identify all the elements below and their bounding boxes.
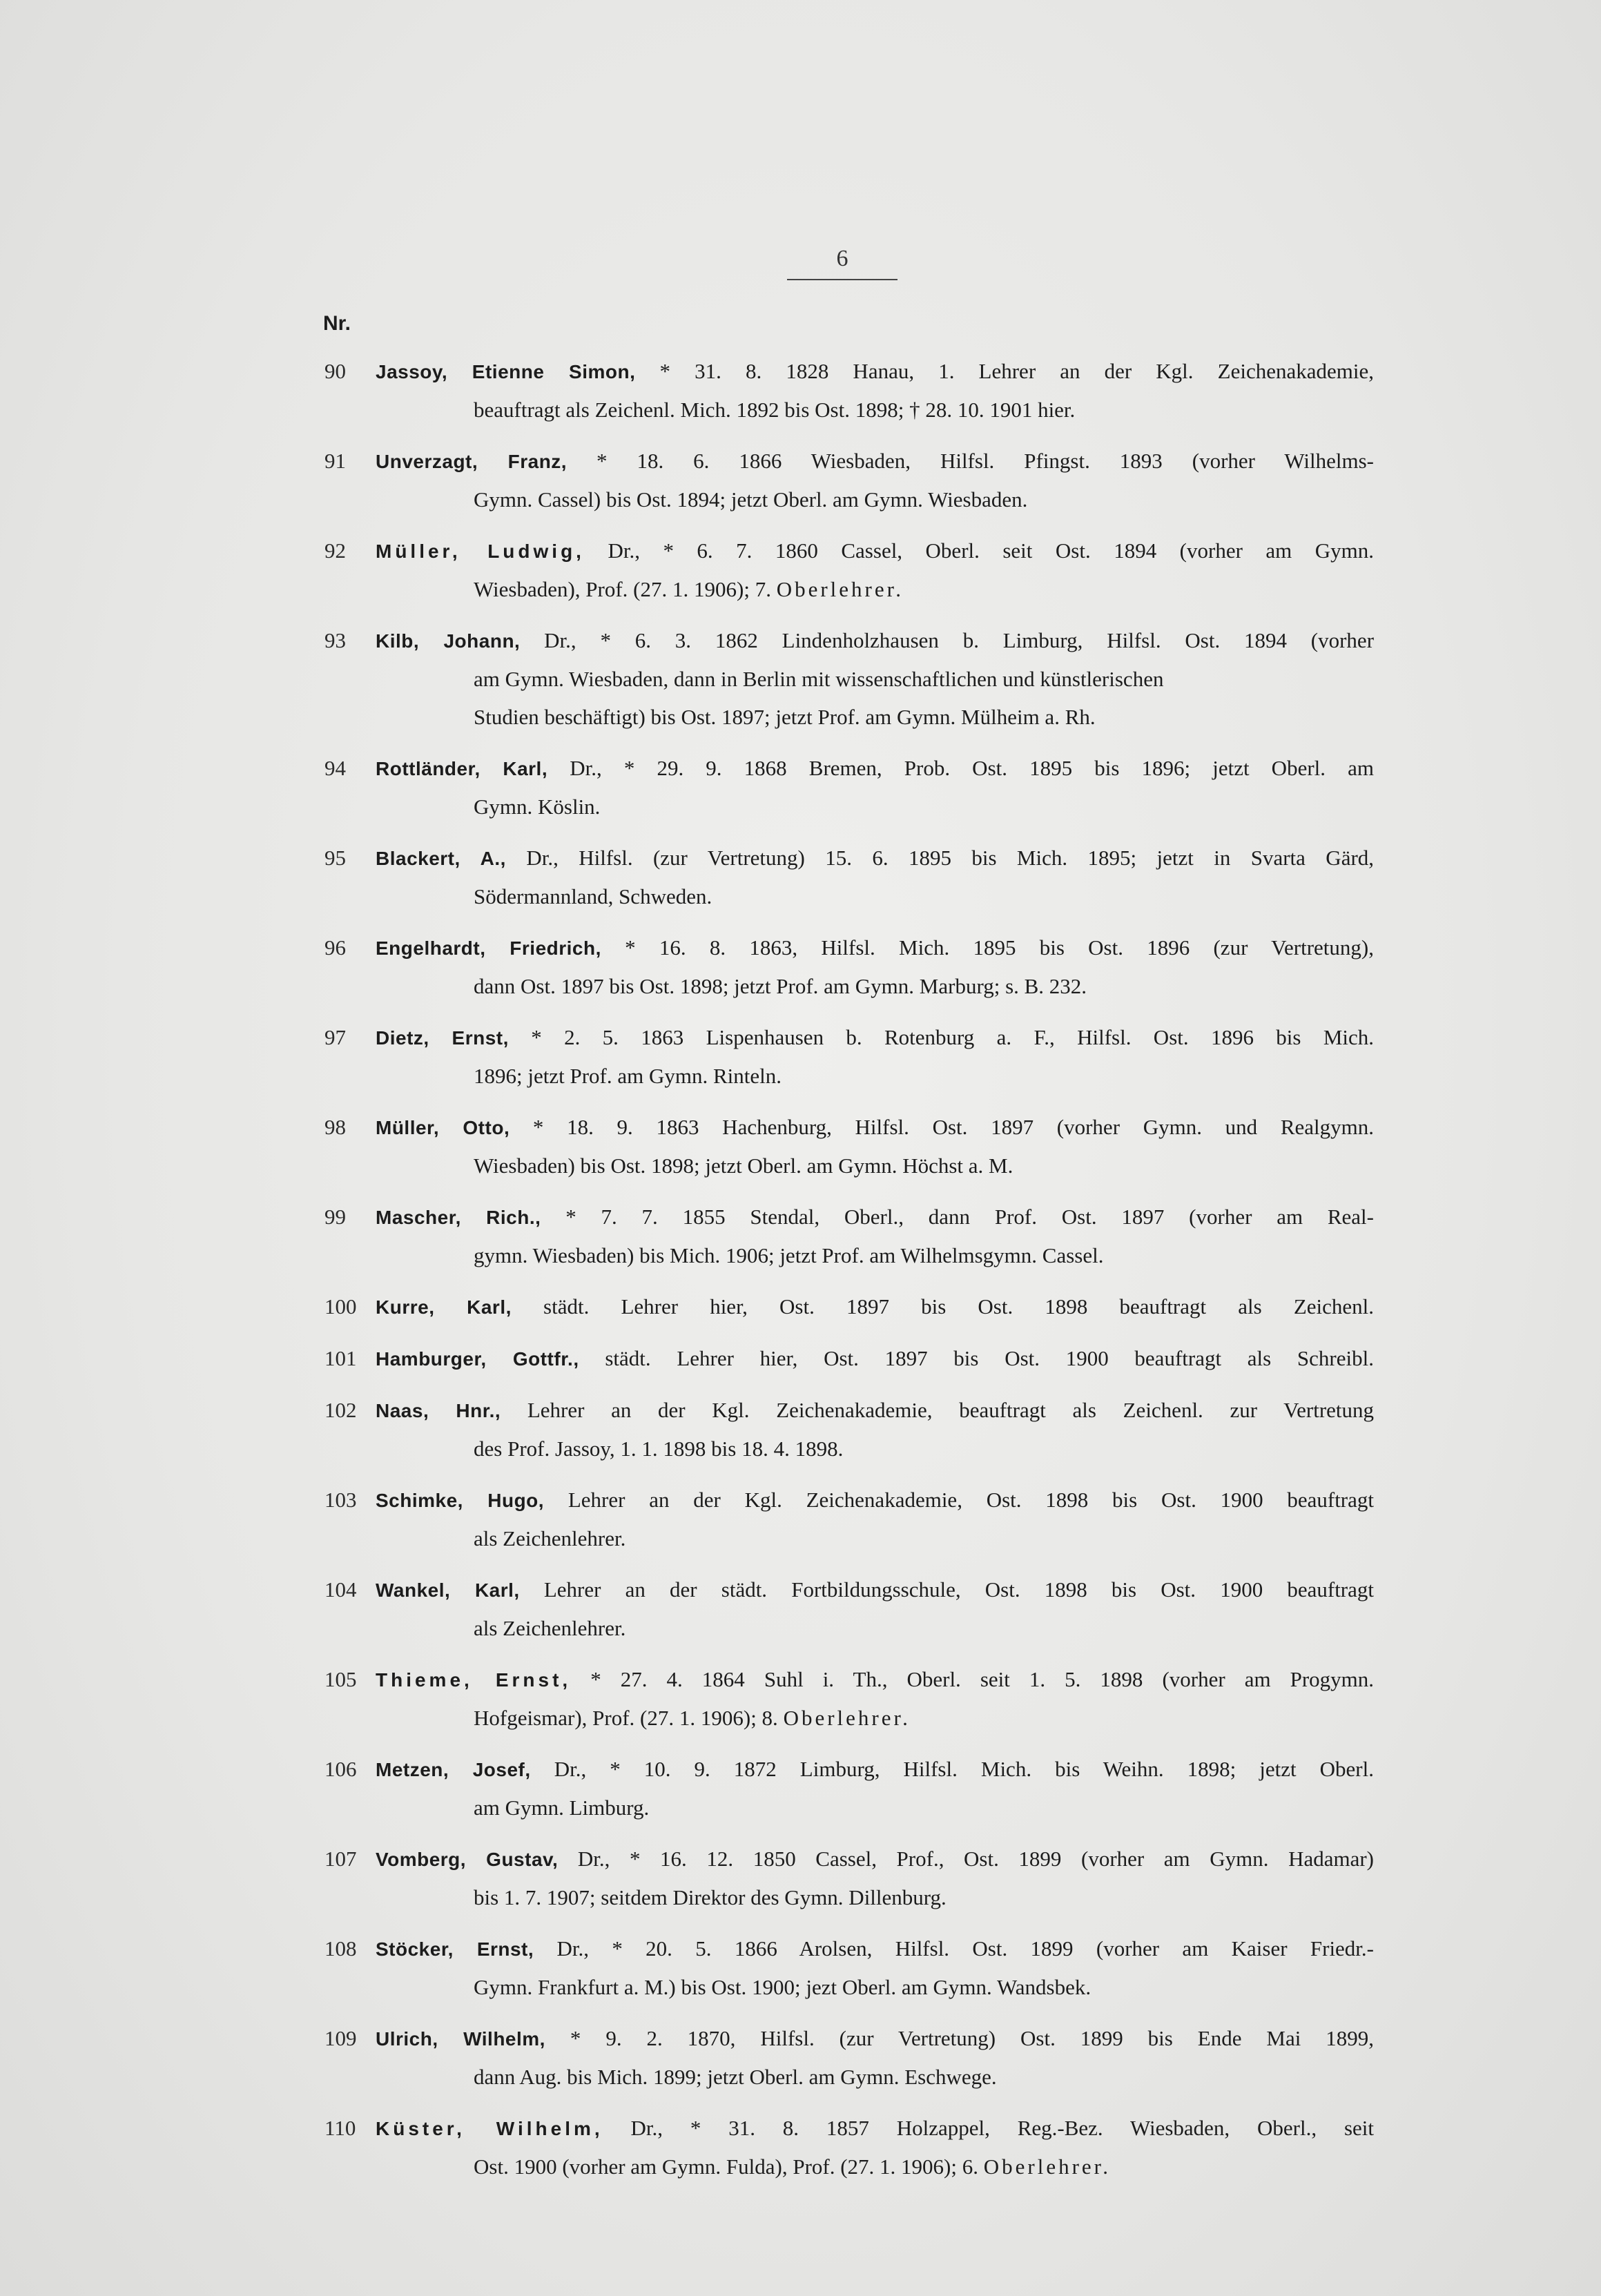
entry-line bbox=[324, 928, 1374, 967]
entry-rank-spaced: Oberlehrer. bbox=[776, 577, 904, 601]
entry-continuation-text: Hofgeismar), Prof. (27. 1. 1906); 8. bbox=[474, 1706, 778, 1730]
entry-number: 103 bbox=[324, 1488, 357, 1512]
entry-line bbox=[324, 352, 1374, 391]
entry-number: 108 bbox=[324, 1936, 357, 1961]
entry-number: 101 bbox=[324, 1346, 357, 1370]
entry-name: Jassoy, Etienne Simon, bbox=[376, 361, 636, 382]
entry-name: Wankel, Karl, bbox=[376, 1579, 520, 1601]
staff-entry bbox=[324, 621, 1374, 736]
entry-number: 102 bbox=[324, 1398, 357, 1422]
entry-text: Dr., * 16. 12. 1850 Cassel, Prof., Ost. 1899 (vorher am Gymn. Hadamar) bbox=[577, 1847, 1375, 1871]
entry-line bbox=[324, 1198, 1374, 1236]
entry-text: Dr., Hilfsl. (zur Vertretung) 15. 6. 1895 bis Mich. 1895; jetzt in Svarta Gärd, bbox=[526, 846, 1375, 870]
entry-line bbox=[324, 839, 1374, 877]
entry-continuation: gymn. Wiesbaden) bis Mich. 1906; jetzt Prof. am Wilhelmsgymn. Cassel. bbox=[474, 1243, 1104, 1267]
entry-number: 94 bbox=[324, 756, 346, 780]
entry-continuation: am Gymn. Limburg. bbox=[474, 1796, 650, 1820]
entry-text: städt. Lehrer hier, Ost. 1897 bis Ost. 1900 beauftragt als Schreibl. bbox=[605, 1346, 1374, 1370]
entry-text: Dr., * 6. 3. 1862 Lindenholzhausen b. Limburg, Hilfsl. Ost. 1894 (vorher bbox=[544, 628, 1375, 652]
entry-name: Hamburger, Gottfr., bbox=[376, 1348, 579, 1370]
entry-number: 105 bbox=[324, 1667, 357, 1691]
entry-line bbox=[324, 1287, 1374, 1326]
entry-continuation: Gymn. Köslin. bbox=[474, 795, 601, 819]
entry-line bbox=[324, 749, 1374, 788]
entry-text: * 9. 2. 1870, Hilfsl. (zur Vertretung) Ost. 1899 bis Ende Mai 1899, bbox=[570, 2026, 1375, 2050]
staff-entry bbox=[324, 839, 1374, 915]
staff-entry bbox=[324, 1481, 1374, 1557]
entry-line bbox=[324, 532, 1374, 570]
entry-continuation: dann Aug. bis Mich. 1899; jetzt Oberl. am Gymn. Eschwege. bbox=[474, 2065, 997, 2089]
entry-number: 106 bbox=[324, 1757, 357, 1781]
page-number: 6 bbox=[836, 246, 848, 271]
entry-name: Metzen, Josef, bbox=[376, 1759, 531, 1780]
entry-name: Küster, Wilhelm, bbox=[376, 2118, 603, 2139]
entry-number: 104 bbox=[324, 1577, 357, 1602]
staff-entry bbox=[324, 1018, 1374, 1095]
page-number-rule bbox=[787, 279, 897, 280]
entry-text: * 18. 9. 1863 Hachenburg, Hilfsl. Ost. 1897 (vorher Gymn. und Realgymn. bbox=[532, 1115, 1375, 1139]
entry-number: 91 bbox=[324, 449, 346, 473]
entry-number: 98 bbox=[324, 1115, 346, 1139]
entry-text: Dr., * 6. 7. 1860 Cassel, Oberl. seit Ost. 1894 (vorher am Gymn. bbox=[608, 538, 1374, 563]
staff-entry-list bbox=[324, 352, 1374, 2199]
entry-text: * 16. 8. 1863, Hilfsl. Mich. 1895 bis Ost. 1896 (zur Vertretung), bbox=[625, 935, 1374, 960]
entry-continuation-text: Wiesbaden), Prof. (27. 1. 1906); 7. bbox=[474, 577, 771, 601]
entry-text: Dr., * 31. 8. 1857 Holzappel, Reg.-Bez. Wiesbaden, Oberl., seit bbox=[630, 2116, 1374, 2140]
staff-entry bbox=[324, 352, 1374, 429]
entry-line bbox=[324, 1750, 1374, 1789]
entry-number: 95 bbox=[324, 846, 346, 870]
entry-name: Blackert, A., bbox=[376, 848, 506, 869]
entry-text: Dr., * 20. 5. 1866 Arolsen, Hilfsl. Ost. 1899 (vorher am Kaiser Friedr.- bbox=[556, 1936, 1374, 1961]
staff-entry bbox=[324, 1287, 1374, 1326]
entry-text: Lehrer an der Kgl. Zeichenakademie, Ost. 1898 bis Ost. 1900 beauftragt bbox=[567, 1488, 1374, 1512]
entry-line bbox=[324, 2019, 1374, 2058]
entry-number: 92 bbox=[324, 538, 346, 563]
entry-name: Stöcker, Ernst, bbox=[376, 1938, 534, 1960]
entry-continuation-text: Ost. 1900 (vorher am Gymn. Fulda), Prof. (27. 1. 1906); 6. bbox=[474, 2154, 978, 2179]
entry-text: Lehrer an der städt. Fortbildungsschule, Ost. 1898 bis Ost. 1900 beauftragt bbox=[543, 1577, 1375, 1602]
entry-rank-spaced: Oberlehrer. bbox=[783, 1706, 911, 1730]
entry-number: 109 bbox=[324, 2026, 357, 2050]
entry-name: Schimke, Hugo, bbox=[376, 1490, 545, 1511]
entry-number: 99 bbox=[324, 1205, 346, 1229]
entry-name: Kilb, Johann, bbox=[376, 630, 521, 652]
staff-entry bbox=[324, 1660, 1374, 1737]
entry-continuation: 1896; jetzt Prof. am Gymn. Rinteln. bbox=[474, 1064, 782, 1088]
entry-line bbox=[324, 1391, 1374, 1430]
entry-number: 107 bbox=[324, 1847, 357, 1871]
staff-entry bbox=[324, 532, 1374, 608]
entry-text: * 27. 4. 1864 Suhl i. Th., Oberl. seit 1. 5. 1898 (vorher am Progymn. bbox=[590, 1667, 1375, 1691]
entry-name: Thieme, Ernst, bbox=[376, 1669, 572, 1691]
entry-name: Mascher, Rich., bbox=[376, 1207, 541, 1228]
staff-entry bbox=[324, 1339, 1374, 1378]
entry-line bbox=[324, 1339, 1374, 1378]
entry-name: Engelhardt, Friedrich, bbox=[376, 937, 601, 959]
entry-text: Lehrer an der Kgl. Zeichenakademie, beauftragt als Zeichenl. zur Vertretung bbox=[527, 1398, 1375, 1422]
staff-entry bbox=[324, 1570, 1374, 1647]
entry-text: städt. Lehrer hier, Ost. 1897 bis Ost. 1898 beauftragt als Zeichenl. bbox=[543, 1294, 1375, 1319]
entry-number: 97 bbox=[324, 1025, 346, 1049]
entry-text: * 2. 5. 1863 Lispenhausen b. Rotenburg a. F., Hilfsl. Ost. 1896 bis Mich. bbox=[531, 1025, 1375, 1049]
entry-continuation bbox=[324, 1699, 1374, 1737]
entry-continuation bbox=[324, 2148, 1374, 2186]
entry-number: 96 bbox=[324, 935, 346, 960]
entry-continuation: beauftragt als Zeichenl. Mich. 1892 bis Ost. 1898; † 28. 10. 1901 hier. bbox=[474, 398, 1076, 422]
entry-name: Unverzagt, Franz, bbox=[376, 451, 567, 472]
entry-continuation: als Zeichenlehrer. bbox=[474, 1616, 626, 1640]
entry-continuation: Södermannland, Schweden. bbox=[474, 884, 712, 908]
entry-rank-spaced: Oberlehrer. bbox=[983, 2154, 1112, 2179]
staff-entry bbox=[324, 1750, 1374, 1827]
entry-name: Müller, Ludwig, bbox=[376, 541, 585, 562]
entry-continuation: als Zeichenlehrer. bbox=[474, 1526, 626, 1550]
entry-line bbox=[324, 1481, 1374, 1519]
entry-continuation: am Gymn. Wiesbaden, dann in Berlin mit wissenschaftlichen und künstlerischen bbox=[474, 667, 1164, 691]
entry-continuation: Gymn. Cassel) bis Ost. 1894; jetzt Oberl. am Gymn. Wiesbaden. bbox=[474, 487, 1028, 512]
staff-entry bbox=[324, 928, 1374, 1005]
entry-continuation bbox=[324, 570, 1374, 608]
entry-text: * 31. 8. 1828 Hanau, 1. Lehrer an der Kgl. Zeichenakademie, bbox=[659, 359, 1374, 383]
entry-number: 100 bbox=[324, 1294, 357, 1319]
entry-line bbox=[324, 621, 1374, 660]
entry-name: Dietz, Ernst, bbox=[376, 1027, 509, 1049]
entry-name: Ulrich, Wilhelm, bbox=[376, 2028, 545, 2050]
staff-entry bbox=[324, 2019, 1374, 2096]
staff-entry bbox=[324, 442, 1374, 518]
staff-entry bbox=[324, 1840, 1374, 1916]
staff-entry bbox=[324, 1108, 1374, 1185]
entry-continuation: Wiesbaden) bis Ost. 1898; jetzt Oberl. am Gymn. Höchst a. M. bbox=[474, 1154, 1013, 1178]
entry-line bbox=[324, 1570, 1374, 1609]
entry-text: Dr., * 29. 9. 1868 Bremen, Prob. Ost. 1895 bis 1896; jetzt Oberl. am bbox=[570, 756, 1374, 780]
staff-entry bbox=[324, 1391, 1374, 1468]
entry-name: Vomberg, Gustav, bbox=[376, 1849, 559, 1870]
entry-name: Kurre, Karl, bbox=[376, 1296, 512, 1318]
entry-continuation: Gymn. Frankfurt a. M.) bis Ost. 1900; jezt Oberl. am Gymn. Wandsbek. bbox=[474, 1975, 1091, 1999]
entry-name: Naas, Hnr., bbox=[376, 1400, 501, 1421]
entry-name: Müller, Otto, bbox=[376, 1117, 510, 1138]
staff-entry bbox=[324, 2109, 1374, 2186]
staff-entry bbox=[324, 1198, 1374, 1274]
staff-entry bbox=[324, 749, 1374, 826]
entry-line bbox=[324, 1108, 1374, 1147]
entry-continuation: dann Ost. 1897 bis Ost. 1898; jetzt Prof. am Gymn. Marburg; s. B. 232. bbox=[474, 974, 1087, 998]
entry-line bbox=[324, 1929, 1374, 1968]
entry-continuation: Studien beschäftigt) bis Ost. 1897; jetzt Prof. am Gymn. Mülheim a. Rh. bbox=[474, 705, 1096, 729]
entry-number: 90 bbox=[324, 359, 346, 383]
entry-line bbox=[324, 442, 1374, 480]
entry-line bbox=[324, 1018, 1374, 1057]
entry-name: Rottländer, Karl, bbox=[376, 758, 548, 779]
column-label-nr: Nr. bbox=[323, 312, 351, 335]
entry-continuation: bis 1. 7. 1907; seitdem Direktor des Gymn. Dillenburg. bbox=[474, 1885, 947, 1909]
entry-number: 93 bbox=[324, 628, 346, 652]
entry-text: Dr., * 10. 9. 1872 Limburg, Hilfsl. Mich. bis Weihn. 1898; jetzt Oberl. bbox=[554, 1757, 1374, 1781]
entry-line bbox=[324, 2109, 1374, 2148]
entry-text: * 18. 6. 1866 Wiesbaden, Hilfsl. Pfingst. 1893 (vorher Wilhelms- bbox=[596, 449, 1374, 473]
entry-line bbox=[324, 1660, 1374, 1699]
entry-text: * 7. 7. 1855 Stendal, Oberl., dann Prof. Ost. 1897 (vorher am Real- bbox=[565, 1205, 1374, 1229]
entry-number: 110 bbox=[324, 2116, 356, 2140]
entry-line bbox=[324, 1840, 1374, 1878]
staff-entry bbox=[324, 1929, 1374, 2006]
entry-continuation: des Prof. Jassoy, 1. 1. 1898 bis 18. 4. 1898. bbox=[474, 1437, 844, 1461]
